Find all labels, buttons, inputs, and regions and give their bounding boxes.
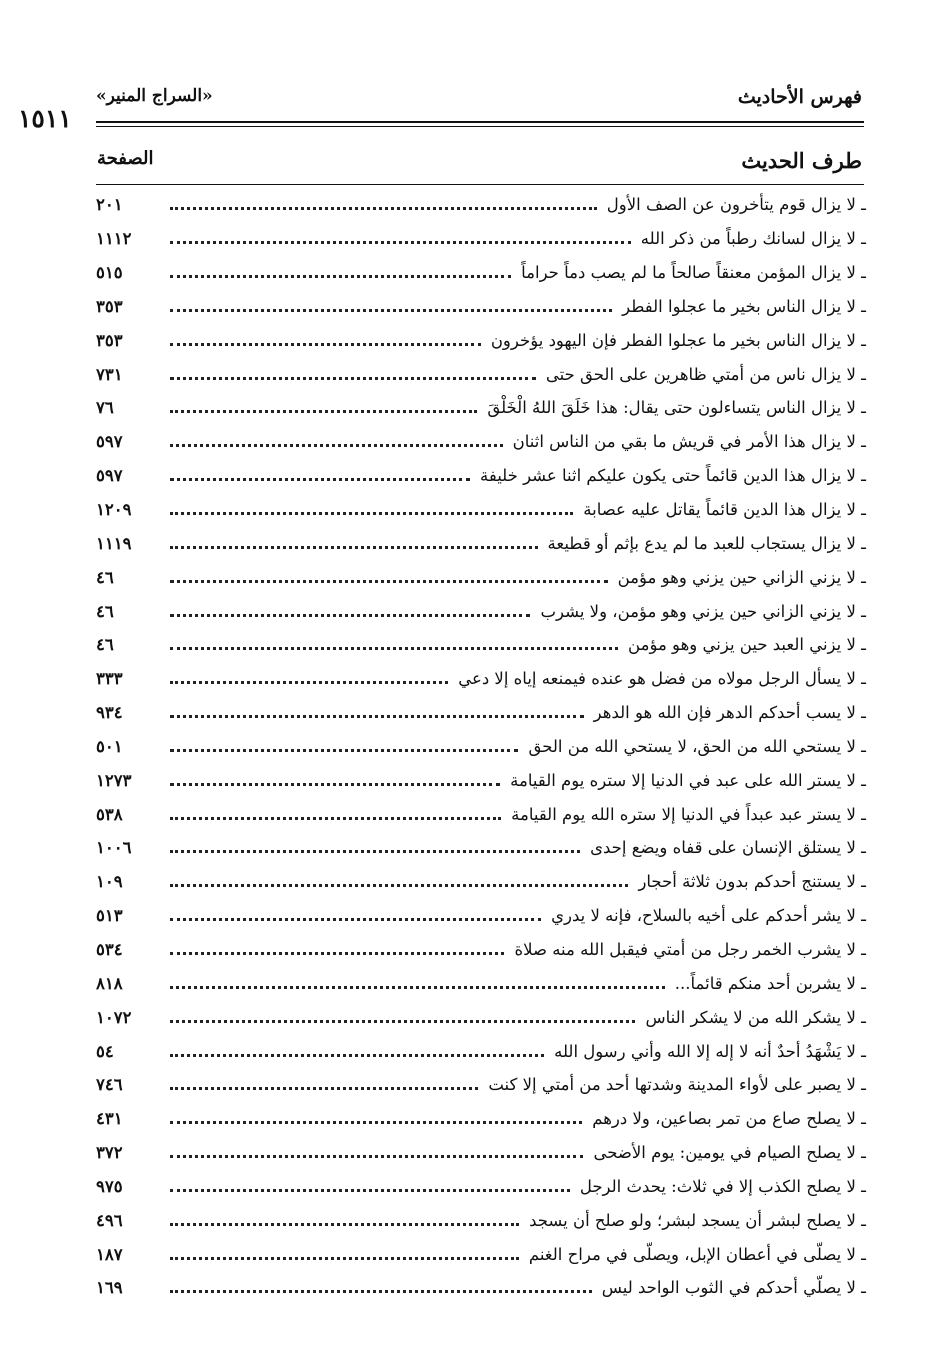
index-entry xyxy=(96,831,866,865)
leader-dots xyxy=(170,444,503,447)
leader-dots xyxy=(170,1020,635,1023)
hadith-index-list xyxy=(96,188,866,1305)
index-entry xyxy=(96,696,866,730)
page-reference: ٤٣١ xyxy=(96,1109,123,1129)
hadith-text: ـ لا يزال هذا الأمر في قريش ما بقي من الناس اثنان xyxy=(512,432,866,452)
index-entry xyxy=(96,966,866,1000)
hadith-text: ـ لا يزال يستجاب للعبد ما لم يدع بإثم أو قطيعة xyxy=(547,533,866,553)
index-entry xyxy=(96,594,866,628)
index-entry xyxy=(96,222,866,256)
page-reference: ٥١٥ xyxy=(96,263,123,283)
page-reference: ٣٣٣ xyxy=(96,669,123,689)
index-entry xyxy=(96,662,866,696)
column-heading-rule xyxy=(96,184,864,185)
leader-dots xyxy=(170,817,501,820)
hadith-text: ـ لا يصلّي أحدكم في الثوب الواحد ليس xyxy=(601,1278,866,1298)
hadith-text: ـ لا يشر أحدكم على أخيه بالسلاح، فإنه لا يدري xyxy=(551,906,866,926)
hadith-text: ـ لا يصلح صاع من تمر بصاعين، ولا درهم xyxy=(592,1109,866,1129)
index-entry xyxy=(96,188,866,222)
leader-dots xyxy=(170,884,628,887)
leader-dots xyxy=(170,647,618,650)
hadith-text: ـ لا يشرب الخمر رجل من أمتي فيقبل الله منه صلاة xyxy=(514,939,866,959)
index-entry xyxy=(96,865,866,899)
leader-dots xyxy=(170,918,541,921)
header-rule-thick xyxy=(96,121,864,123)
hadith-text: ـ لا يزال المؤمن معنقاً صالحاً ما لم يصب دماً حراماً xyxy=(521,263,866,283)
leader-dots xyxy=(170,681,448,684)
hadith-text: ـ لا يزني الزاني حين يزني وهو مؤمن، ولا يشرب xyxy=(540,601,866,621)
hadith-text: ـ لا يصبر على لأواء المدينة وشدتها أحد من أمتي إلا كنت xyxy=(488,1075,866,1095)
page-reference: ٣٥٣ xyxy=(96,330,123,350)
index-entry xyxy=(96,290,866,324)
leader-dots xyxy=(170,207,597,210)
page-reference: ٢٠١ xyxy=(96,195,123,215)
leader-dots xyxy=(170,783,500,786)
page-reference: ٥١٣ xyxy=(96,906,123,926)
leader-dots xyxy=(170,1257,519,1260)
leader-dots xyxy=(170,715,584,718)
page-reference: ٤٦ xyxy=(96,601,114,621)
page-reference: ٣٥٣ xyxy=(96,296,123,316)
leader-dots xyxy=(170,1223,519,1226)
hadith-text: ـ لا يستلق الإنسان على قفاه ويضع إحدى xyxy=(590,838,866,858)
index-entry xyxy=(96,1237,866,1271)
hadith-text: ـ لا يصلح الكذب إلا في ثلاث: يحدث الرجل xyxy=(579,1176,866,1196)
page-reference: ١٨٧ xyxy=(96,1244,123,1264)
hadith-text: ـ لا يزني العبد حين يزني وهو مؤمن xyxy=(628,635,866,655)
index-entry xyxy=(96,1102,866,1136)
index-entry xyxy=(96,391,866,425)
leader-dots xyxy=(170,1054,544,1057)
index-entry xyxy=(96,1034,866,1068)
page-reference: ٥٣٤ xyxy=(96,939,123,959)
index-entry xyxy=(96,1136,866,1170)
page-reference: ١١١٩ xyxy=(96,533,132,553)
leader-dots xyxy=(170,952,504,955)
leader-dots xyxy=(170,986,665,989)
hadith-text: ـ لا يزال الناس بخير ما عجلوا الفطر فإن اليهود يؤخرون xyxy=(490,330,866,350)
hadith-text: ـ لا يستر عبد عبداً في الدنيا إلا ستره الله يوم القيامة xyxy=(511,804,866,824)
leader-dots xyxy=(170,512,573,515)
page-reference: ١٢٧٣ xyxy=(96,770,132,790)
page-reference: ١٦٩ xyxy=(96,1278,123,1298)
hadith-text: ـ لا يصلح الصيام في يومين: يوم الأضحى xyxy=(593,1143,866,1163)
page-reference: ١٠٧٢ xyxy=(96,1007,132,1027)
page-reference: ٧٤٦ xyxy=(96,1075,123,1095)
leader-dots xyxy=(170,749,518,752)
page-reference: ٤٦ xyxy=(96,567,114,587)
hadith-text: ـ لا يزال لسانك رطباً من ذكر الله xyxy=(640,229,866,249)
column-heading-page: الصفحة xyxy=(97,148,154,169)
leader-dots xyxy=(170,275,511,278)
hadith-text: ـ لا يزني الزاني حين يزني وهو مؤمن xyxy=(617,567,866,587)
page-reference: ٩٣٤ xyxy=(96,703,123,723)
hadith-text: ـ لا يزال هذا الدين قائماً يقاتل عليه عصابة xyxy=(583,500,866,520)
page-reference: ١٠٠٦ xyxy=(96,838,132,858)
page-reference: ٣٧٢ xyxy=(96,1143,123,1163)
column-heading-hadith: طرف الحديث xyxy=(741,148,862,173)
header-rule-thin xyxy=(96,126,864,127)
leader-dots xyxy=(170,850,580,853)
page-reference: ١٠٩ xyxy=(96,872,123,892)
index-entry xyxy=(96,763,866,797)
index-entry xyxy=(96,628,866,662)
index-entry xyxy=(96,1000,866,1034)
page-reference: ١٢٠٩ xyxy=(96,500,132,520)
hadith-text: ـ لا يَشْهَدُ أحدٌ أنه لا إله إلا الله وأني رسول الله xyxy=(554,1041,866,1061)
leader-dots xyxy=(170,478,470,481)
page-reference: ٥٩٧ xyxy=(96,432,123,452)
index-entry xyxy=(96,459,866,493)
leader-dots xyxy=(170,241,631,244)
page-reference: ٩٧٥ xyxy=(96,1176,123,1196)
leader-dots xyxy=(170,546,538,549)
hadith-text: ـ لا يزال هذا الدين قائماً حتى يكون عليكم اثنا عشر خليفة xyxy=(480,466,866,486)
page-number: ١٥١١ xyxy=(18,104,72,133)
index-entry xyxy=(96,1169,866,1203)
page-reference: ٨١٨ xyxy=(96,973,123,993)
hadith-text: ـ لا يزال ناس من أمتي ظاهرين على الحق حتى xyxy=(545,364,866,384)
hadith-text: ـ لا يشربن أحد منكم قائماً... xyxy=(674,973,866,993)
section-title: فهرس الأحاديث xyxy=(737,86,862,108)
page-reference: ٥٩٧ xyxy=(96,466,123,486)
index-entry xyxy=(96,323,866,357)
page-reference: ٥٠١ xyxy=(96,736,123,756)
page-reference: ٥٤ xyxy=(96,1041,114,1061)
hadith-text: ـ لا يسأل الرجل مولاه من فضل هو عنده فيمنعه إياه إلا دعي xyxy=(458,669,866,689)
hadith-text: ـ لا يستر الله على عبد في الدنيا إلا ستره يوم القيامة xyxy=(510,770,866,790)
hadith-text: ـ لا يزال الناس يتساءلون حتى يقال: هذا خَلَقَ اللهُ الْخَلْقَ xyxy=(487,398,866,418)
leader-dots xyxy=(170,614,530,617)
index-entry xyxy=(96,357,866,391)
index-entry xyxy=(96,1068,866,1102)
hadith-text: ـ لا يصلح لبشر أن يسجد لبشر؛ ولو صلح أن يسجد xyxy=(529,1210,866,1230)
leader-dots xyxy=(170,309,612,312)
page-reference: ٤٩٦ xyxy=(96,1210,123,1230)
index-entry xyxy=(96,425,866,459)
hadith-text: ـ لا يصلّى في أعطان الإبل، ويصلّى في مراح الغنم xyxy=(528,1244,866,1264)
hadith-text: ـ لا يزال الناس بخير ما عجلوا الفطر xyxy=(622,296,866,316)
leader-dots xyxy=(170,1087,478,1090)
index-entry xyxy=(96,256,866,290)
page-reference: ٧٦ xyxy=(96,398,114,418)
index-entry xyxy=(96,526,866,560)
leader-dots xyxy=(170,1121,582,1124)
index-entry xyxy=(96,493,866,527)
index-entry xyxy=(96,560,866,594)
hadith-text: ـ لا يشكر الله من لا يشكر الناس xyxy=(645,1007,866,1027)
hadith-text: ـ لا يسب أحدكم الدهر فإن الله هو الدهر xyxy=(593,703,866,723)
leader-dots xyxy=(170,410,477,413)
hadith-text: ـ لا يزال قوم يتأخرون عن الصف الأول xyxy=(606,195,866,215)
leader-dots xyxy=(170,343,481,346)
book-title: «السراج المنير» xyxy=(96,86,213,106)
index-entry xyxy=(96,730,866,764)
index-entry xyxy=(96,933,866,967)
hadith-text: ـ لا يستحي الله من الحق، لا يستحي الله من الحق xyxy=(528,736,866,756)
index-entry xyxy=(96,899,866,933)
index-entry xyxy=(96,797,866,831)
leader-dots xyxy=(170,1155,583,1158)
leader-dots xyxy=(170,1290,592,1293)
index-entry xyxy=(96,1203,866,1237)
hadith-text: ـ لا يستنج أحدكم بدون ثلاثة أحجار xyxy=(638,872,866,892)
leader-dots xyxy=(170,377,536,380)
page-reference: ٤٦ xyxy=(96,635,114,655)
leader-dots xyxy=(170,1189,570,1192)
page-reference: ٧٣١ xyxy=(96,364,123,384)
index-entry xyxy=(96,1271,866,1305)
leader-dots xyxy=(170,580,608,583)
page-reference: ١١١٢ xyxy=(96,229,132,249)
page-reference: ٥٣٨ xyxy=(96,804,123,824)
